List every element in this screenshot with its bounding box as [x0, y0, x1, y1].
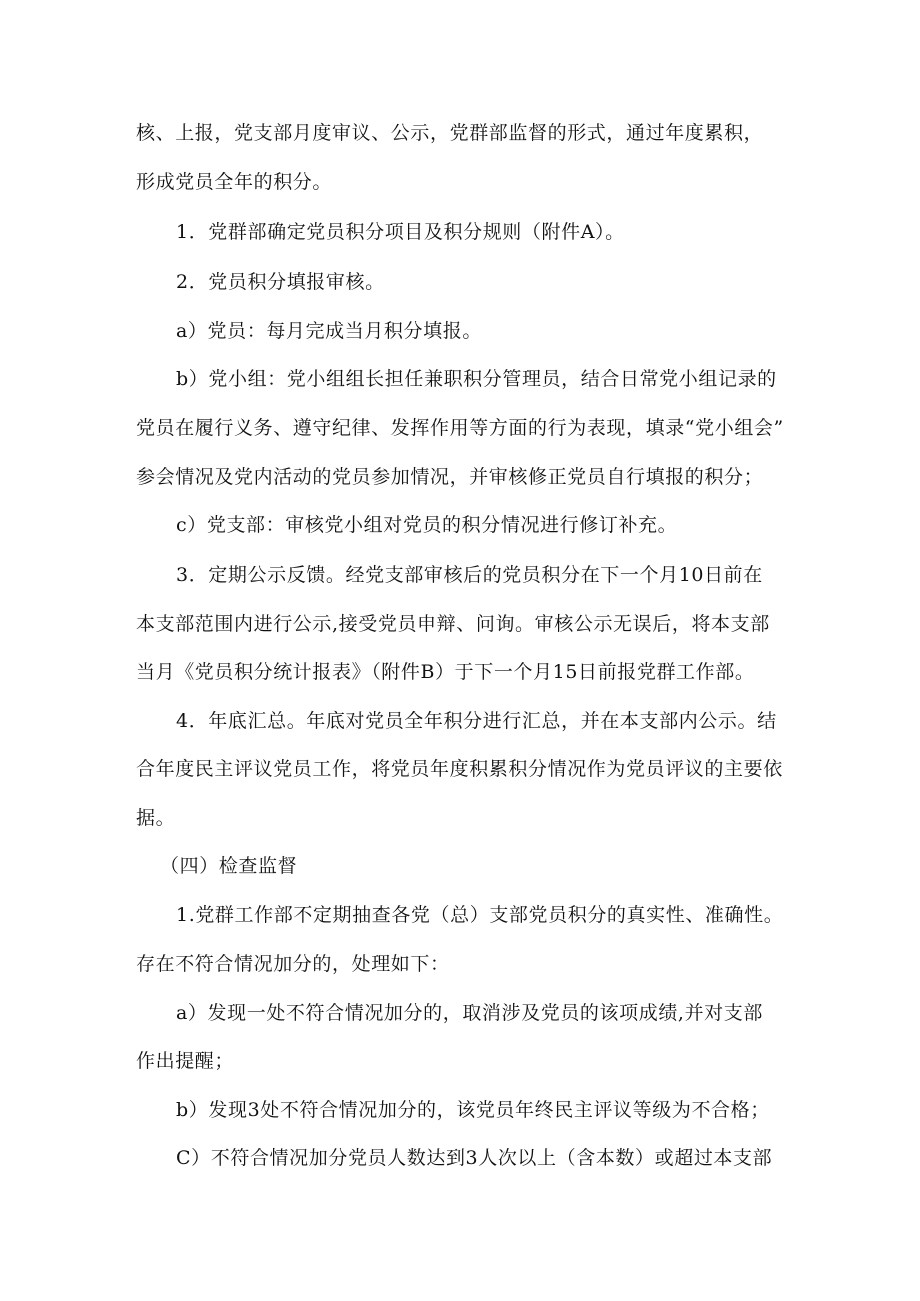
text-line: 参会情况及党内活动的党员参加情况，并审核修正党员自行填报的积分； [136, 466, 764, 488]
text-line: 1.党群工作部不定期抽查各党（总）支部党员积分的真实性、准确性。 [176, 904, 784, 926]
text-line: 合年度民主评议党员工作，将党员年度积累积分情况作为党员评议的主要依 [136, 758, 783, 780]
text-line: 核、上报，党支部月度审议、公示，党群部监督的形式，通过年度累积， [136, 122, 764, 144]
text-line: 3．定期公示反馈。经党支部审核后的党员积分在下一个月10日前在 [176, 564, 763, 586]
text-line: 1．党群部确定党员积分项目及积分规则（附件A）。 [176, 221, 625, 243]
text-line: b）发现3处不符合情况加分的，该党员年终民主评议等级为不合格； [176, 1099, 770, 1121]
text-line: b）党小组：党小组组长担任兼职积分管理员，结合日常党小组记录的 [176, 368, 777, 390]
text-line: c）党支部：审核党小组对党员的积分情况进行修订补充。 [176, 514, 678, 536]
section-heading: （四）检查监督 [160, 855, 298, 877]
text-line: a）党员：每月完成当月积分填报。 [176, 320, 482, 342]
text-line: 存在不符合情况加分的，处理如下： [136, 953, 450, 975]
text-line: 本支部范围内进行公示,接受党员申辩、问询。审核公示无误后，将本支部 [136, 613, 770, 635]
text-line: 据。 [136, 807, 176, 829]
text-line: 作出提醒； [136, 1050, 235, 1072]
text-line: a）发现一处不符合情况加分的，取消涉及党员的该项成绩,并对支部 [176, 1002, 763, 1024]
text-line: 党员在履行义务、遵守纪律、发挥作用等方面的行为表现，填录“党小组会” [136, 417, 784, 439]
text-line: 当月《党员积分统计报表》（附件B）于下一个月15日前报党群工作部。 [136, 661, 755, 683]
text-line: 形成党员全年的积分。 [136, 171, 333, 193]
text-line: C）不符合情况加分党员人数达到3人次以上（含本数）或超过本支部 [176, 1147, 773, 1169]
text-line: 4．年底汇总。年底对党员全年积分进行汇总，并在本支部内公示。结 [176, 710, 777, 732]
text-line: 2．党员积分填报审核。 [176, 271, 385, 293]
